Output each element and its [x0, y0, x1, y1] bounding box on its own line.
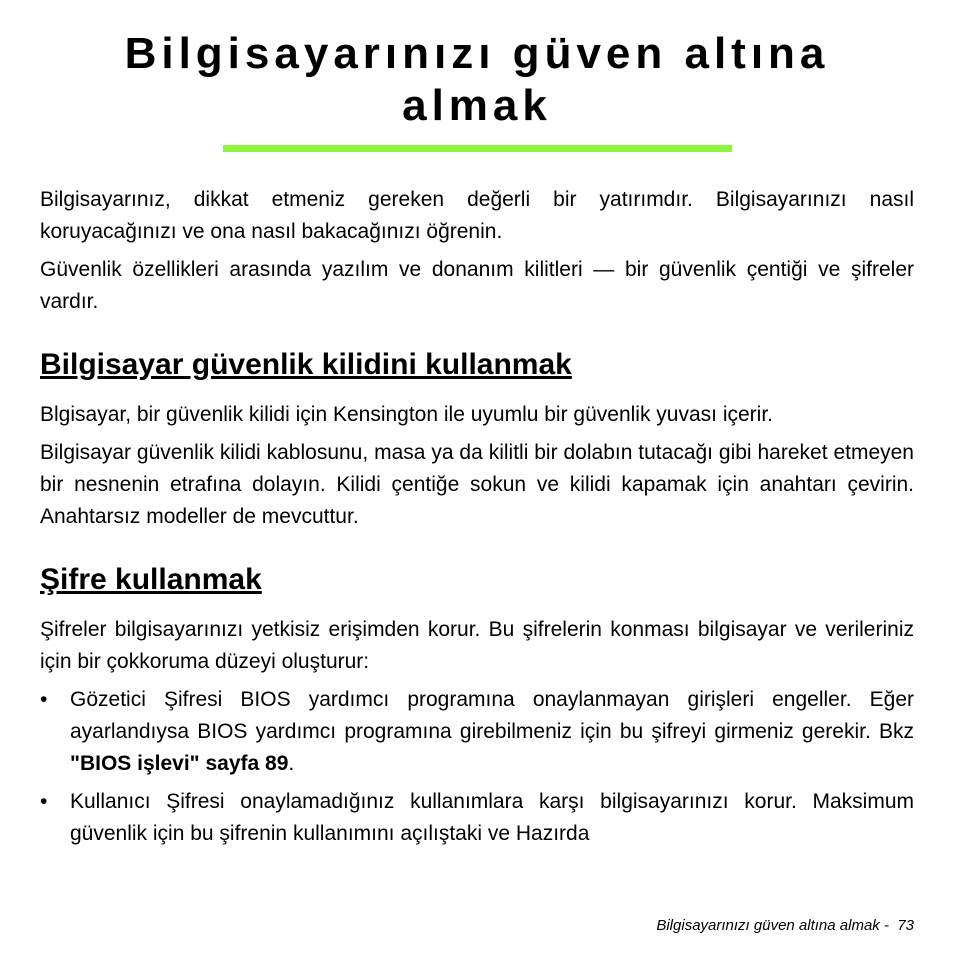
page-title-line1: Bilgisayarınızı güven altına — [124, 29, 830, 78]
cross-reference-link[interactable]: "BIOS işlevi" sayfa 89 — [70, 752, 289, 775]
section-heading-passwords: Şifre kullanmak — [40, 563, 262, 596]
bullet-symbol: • — [40, 790, 48, 813]
section-heading-security-lock: Bilgisayar güvenlik kilidini kullanmak — [40, 348, 572, 381]
list-item-text-end: . — [288, 752, 295, 775]
page-title — [40, 28, 914, 132]
security-lock-paragraph-2: Bilgisayar güvenlik kilidi kablosunu, masa ya da kilitli bir dolabın tutacağı gibi hareket etmeyen bir nesnenin etrafına dolayın. Kilidi çentiğe sokun ve kilidi kapamak için anahtarı çevirin. Anahtarsız modeller de mevcuttur. — [40, 441, 914, 528]
intro-paragraph-1: Bilgisayarınız, dikkat etmeniz gereken değerli bir yatırımdır. Bilgisayarınızı nasıl koruyacağınızı ve ona nasıl bakacağınızı öğrenin. — [40, 188, 914, 243]
title-underline-rule — [223, 145, 732, 152]
passwords-paragraph: Şifreler bilgisayarınızı yetkisiz erişimden korur. Bu şifrelerin konması bilgisayar ve verileriniz için bir çokkoruma düzeyi oluşturur: — [40, 618, 914, 673]
document-page — [40, 0, 914, 850]
security-lock-paragraph-1: Blgisayar, bir güvenlik kilidi için Kensington ile uyumlu bir güvenlik yuvası içerir. — [40, 403, 774, 426]
footer-chapter-title: Bilgisayarınızı güven altına almak - — [656, 917, 889, 934]
list-item-user-password — [40, 786, 914, 850]
footer-page-number: 73 — [897, 917, 914, 934]
list-item-text: Kullanıcı Şifresi onaylamadığınız kullanımlara karşı bilgisayarınızı korur. Maksimum güvenlik için bu şifrenin kullanımını açılıştaki ve Hazırda — [70, 790, 914, 845]
intro-paragraph-2: Güvenlik özellikleri arasında yazılım ve donanım kilitleri — bir güvenlik çentiği ve şifreler vardır. — [40, 258, 914, 313]
page-title-line2: almak — [402, 81, 552, 130]
list-item-text: Gözetici Şifresi BIOS yardımcı programına onaylanmayan girişleri engeller. Eğer ayarlandıysa BIOS yardımcı programına girebilmeniz için bu şifreyi girmeniz gerekir. Bkz — [70, 688, 914, 743]
bullet-symbol: • — [40, 688, 48, 711]
list-item-supervisor-password — [40, 684, 914, 780]
password-types-list — [40, 684, 914, 850]
page-footer — [656, 917, 914, 935]
